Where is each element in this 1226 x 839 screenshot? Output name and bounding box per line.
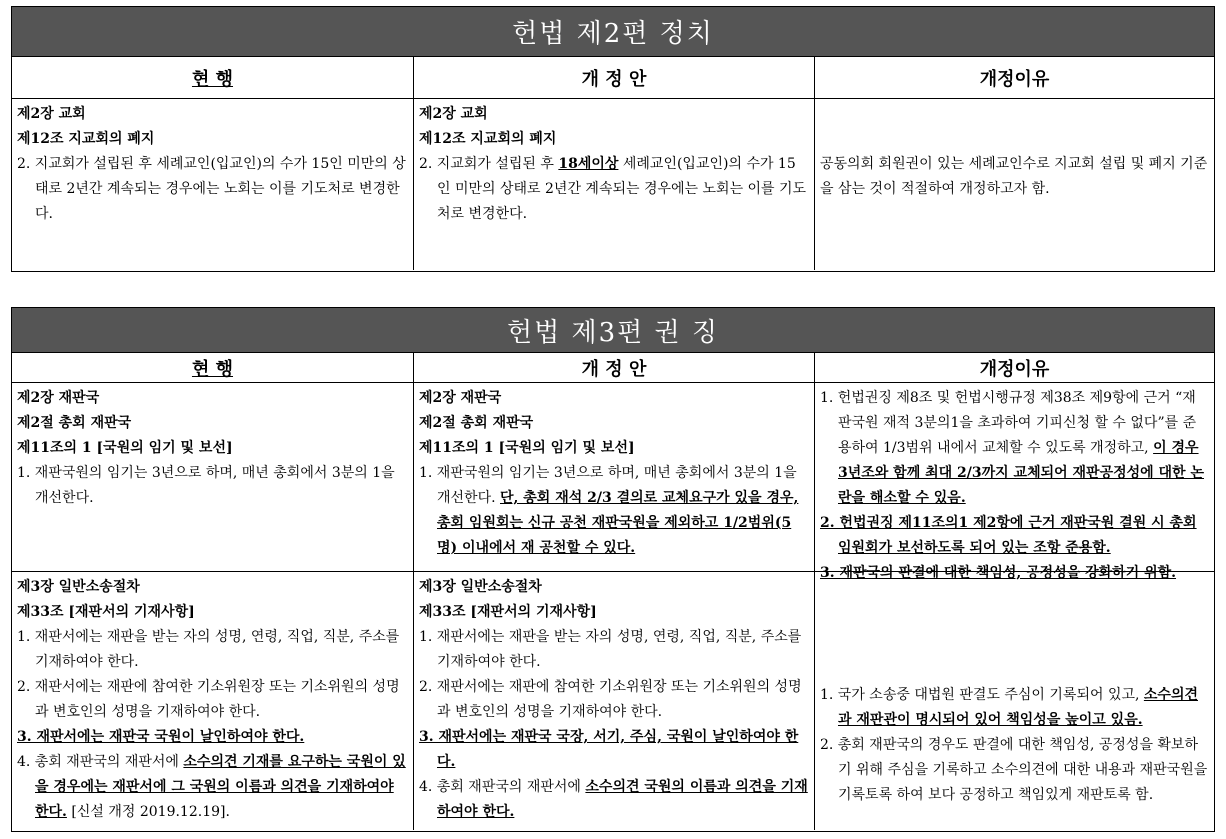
current-text-cell (12, 383, 414, 571)
reason-text-cell (815, 572, 1214, 830)
amended-text: 소수의견과 재판관이 명시되어 있어 책임성을 높이고 있음. (838, 687, 1198, 728)
amended-text: 소수의견 기재를 요구하는 국원이 있을 경우에는 재판서에 그 국원의 이름과 의견을 기재하여야 한다. (35, 754, 406, 820)
article-item: 4. 총회 재판국의 재판서에 소수의견 기재를 요구하는 국원이 있을 경우에는 재판서에 그 국원의 이름과 의견을 기재하여야 한다. [신설 개정 2019.12.19]. (17, 754, 406, 820)
section-heading: 제2절 총회 재판국 (419, 415, 534, 431)
amended-text: 소수의견 국원의 이름과 의견을 기재하여야 한다. (437, 779, 808, 820)
table-row (12, 572, 1214, 830)
table-title: 헌법 제3편 권 징 (12, 308, 1214, 353)
article-item: 2. 지교회가 설립된 후 세례교인(입교인)의 수가 15인 미만의 상태로 2년간 계속되는 경우에는 노회는 이를 기도처로 변경한다. (17, 156, 406, 222)
header-reason: 개정이유 (979, 358, 1050, 380)
reason-item: 1. 헌법권징 제8조 및 헌법시행규정 제38조 제9항에 근거 “재판국원 재적 3분의1을 초과하여 기피신청 할 수 없다”를 준용하여 1/3범위 내에서 교체할 수 있도록 개정하고, 이 경우 3년조와 함께 최대 2/3까지 교체되어 재판공정성에 대한 논란을 해소할 수 있음. (820, 390, 1204, 506)
chapter-heading: 제2장 교회 (419, 106, 488, 122)
reason-item: 2. 총회 재판국의 경우도 판결에 대한 책임성, 공정성을 확보하기 위해 주심을 기록하고 소수의견에 대한 내용과 재판국원을 기록토록 하여 보다 공정하고 책임있게 재판토록 함. (820, 737, 1208, 803)
article-heading: 제33조 [재판서의 기재사항] (419, 604, 597, 620)
table-row (12, 383, 1214, 581)
table-title: 헌법 제2편 정치 (12, 7, 1214, 57)
reason-item: 1. 국가 소송중 대법원 판결도 주심이 기록되어 있고, 소수의견과 재판관이 명시되어 있어 책임성을 높이고 있음. (820, 687, 1198, 728)
chapter-heading: 제2장 교회 (17, 106, 86, 122)
article-item: 3. 재판서에는 재판국 국장, 서기, 주심, 국원이 날인하여야 한다. (419, 729, 799, 770)
amended-text: 단, 총회 재석 2/3 결의로 교체요구가 있을 경우, 총회 임원회는 신규 공천 재판국원을 제외하고 1/2범위(5명) 이내에서 재 공천할 수 있다. (437, 490, 799, 556)
header-current: 현 행 (12, 57, 414, 98)
amended-text: 이 경우 3년조와 함께 최대 2/3까지 교체되어 재판공정성에 대한 논란을 해소할 수 있음. (838, 440, 1204, 506)
table-header-row (12, 57, 1214, 99)
article-heading: 제12조 지교회의 폐지 (419, 131, 557, 147)
header-reason: 개정이유 (979, 68, 1050, 90)
proposed-text-cell (414, 99, 815, 270)
article-heading: 제12조 지교회의 폐지 (17, 131, 155, 147)
article-item: 2. 재판서에는 재판에 참여한 기소위원장 또는 기소위원의 성명과 변호인의 성명을 기재하여야 한다. (17, 679, 400, 720)
reason-text-cell (815, 99, 1214, 270)
chapter-heading: 제3장 일반소송절차 (419, 579, 542, 595)
reason-item: 2. 헌법권징 제11조의1 제2항에 근거 재판국원 결원 시 총회 임원회가 보선하도록 되어 있는 조항 준용함. (820, 515, 1197, 556)
article-item: 1. 재판국원의 임기는 3년으로 하며, 매년 총회에서 3분의 1을 개선한다. 단, 총회 재석 2/3 결의로 교체요구가 있을 경우, 총회 임원회는 신규 공천 재판국원을 제외하고 1/2범위(5명) 이내에서 재 공천할 수 있다. (419, 465, 799, 556)
article-heading: 제33조 [재판서의 기재사항] (17, 604, 195, 620)
article-item: 3. 재판서에는 재판국 국원이 날인하여야 한다. (17, 729, 305, 745)
article-item: 2. 지교회가 설립된 후 18세이상 세례교인(입교인)의 수가 15인 미만의 상태로 2년간 계속되는 경우에는 노회는 이를 기도처로 변경한다. (419, 156, 807, 222)
article-item: 2. 재판서에는 재판에 참여한 기소위원장 또는 기소위원의 성명과 변호인의 성명을 기재하여야 한다. (419, 679, 802, 720)
reason-item: 3. 재판국의 판결에 대한 책임성, 공정성을 강화하기 위함. (820, 565, 1177, 581)
article-item: 4. 총회 재판국의 재판서에 소수의견 국원의 이름과 의견을 기재하여야 한다. (419, 779, 808, 820)
article-item: 1. 재판국원의 임기는 3년으로 하며, 매년 총회에서 3분의 1을 개선한다. (17, 465, 395, 506)
chapter-heading: 제2장 재판국 (419, 390, 502, 406)
table-constitution-part3 (11, 307, 1215, 832)
header-proposed: 개 정 안 (414, 57, 815, 98)
amended-text: 18세이상 (558, 156, 619, 172)
article-item: 1. 재판서에는 재판을 받는 자의 성명, 연령, 직업, 직분, 주소를 기재하여야 한다. (17, 629, 400, 670)
article-heading: 제11조의 1 [국원의 임기 및 보선] (419, 440, 635, 456)
proposed-text-cell (414, 572, 815, 830)
current-text-cell (12, 99, 414, 270)
chapter-heading: 제3장 일반소송절차 (17, 579, 140, 595)
table-constitution-part2 (11, 6, 1215, 272)
table-row (12, 99, 1214, 270)
section-heading: 제2절 총회 재판국 (17, 415, 132, 431)
article-heading: 제11조의 1 [국원의 임기 및 보선] (17, 440, 233, 456)
chapter-heading: 제2장 재판국 (17, 390, 100, 406)
table-header-row (12, 353, 1214, 383)
reason-text-cell (815, 383, 1214, 581)
article-item: 1. 재판서에는 재판을 받는 자의 성명, 연령, 직업, 직분, 주소를 기재하여야 한다. (419, 629, 802, 670)
header-current: 현 행 (12, 353, 414, 382)
reason-text: 공동의회 회원권이 있는 세례교인수로 지교회 설립 및 폐지 기준을 삼는 것이 적절하여 개정하고자 함. (820, 156, 1208, 197)
proposed-text-cell (414, 383, 815, 571)
current-text-cell (12, 572, 414, 830)
header-proposed: 개 정 안 (414, 353, 815, 382)
